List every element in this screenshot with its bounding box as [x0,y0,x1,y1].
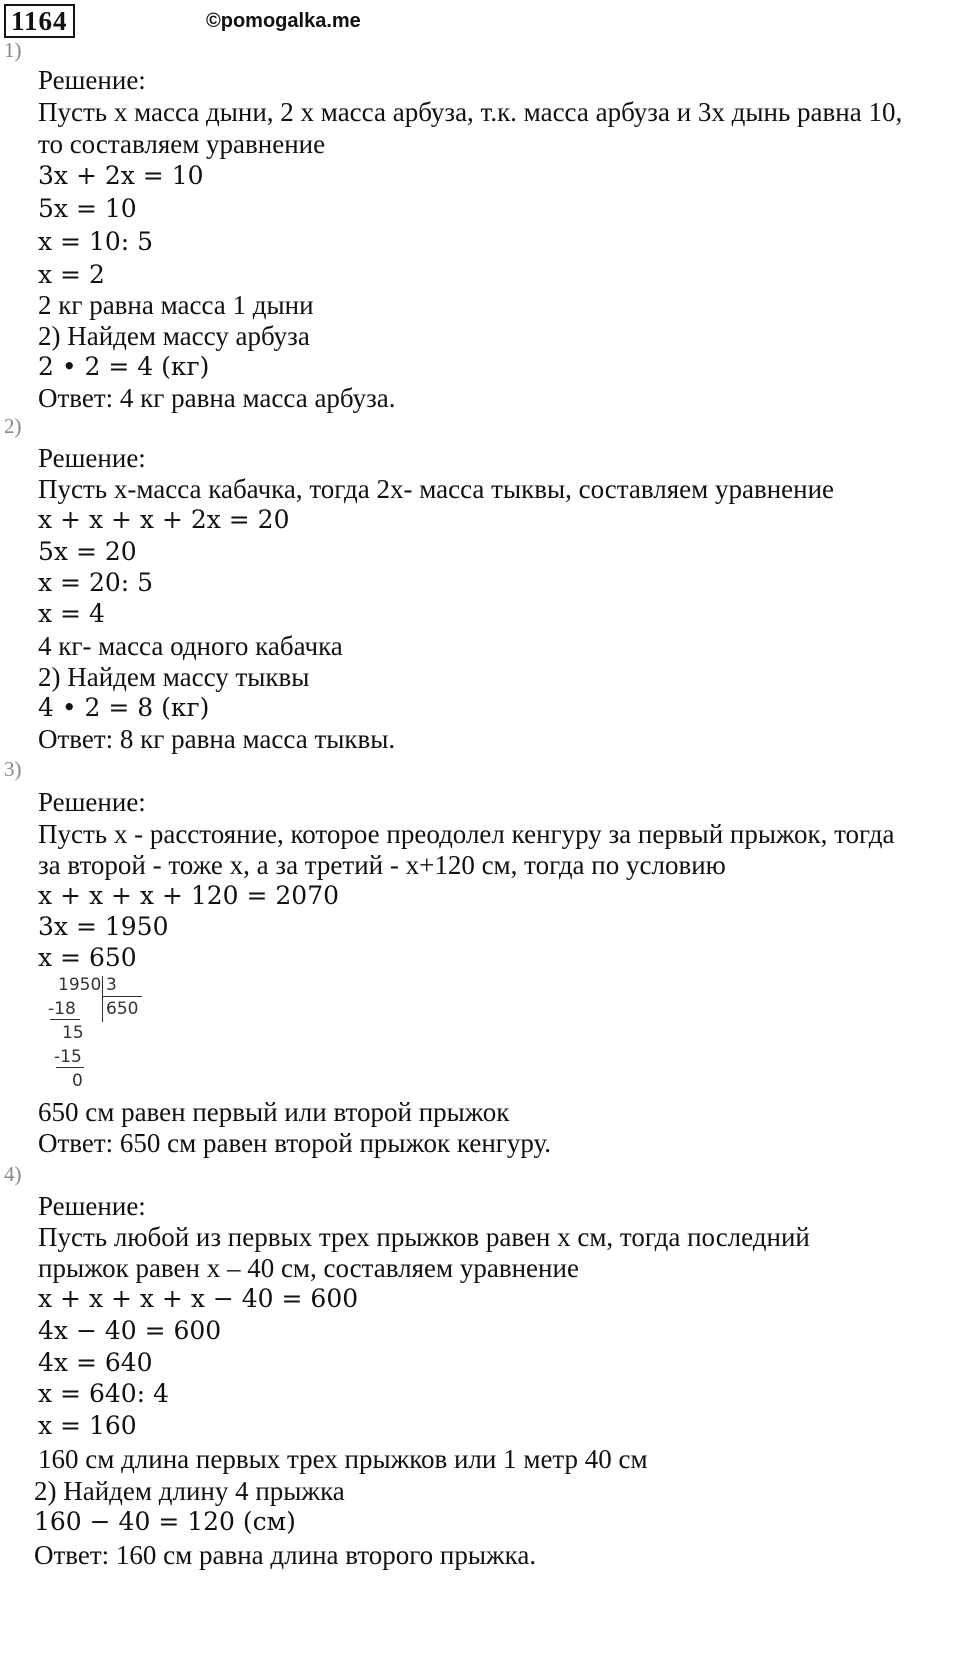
part-2-equation: x = 4 [38,599,105,628]
part-4-equation: x + x + x + x − 40 = 600 [38,1284,359,1313]
division-remainder: 0 [72,1071,83,1091]
part-1-equation: x = 2 [38,260,105,289]
division-dividend: 1950 [58,975,102,995]
division-quotient: 650 [106,999,139,1019]
part-2-equation: 4 • 2 = 8 (кг) [38,693,210,722]
part-4-line: прыжок равен х – 40 см, составляем уравнение [38,1253,579,1283]
division-remainder: 15 [62,1023,84,1043]
part-2-equation: x + x + x + 2x = 20 [38,505,290,534]
part-3-equation: x + x + x + 120 = 2070 [38,881,340,910]
part-2-line: Решение: [38,443,146,473]
part-2-answer: Ответ: 8 кг равна масса тыквы. [38,724,396,754]
part-4-number: 4) [4,1162,22,1186]
part-1-equation: 5x = 10 [38,194,137,223]
copyright-watermark: ©pomogalka.me [206,10,361,32]
part-2-line: 2) Найдем массу тыквы [38,662,310,692]
part-1-answer: Ответ: 4 кг равна масса арбуза. [38,383,396,413]
part-4-answer: Ответ: 160 см равна длина второго прыжка. [34,1540,537,1570]
part-4-equation: 4x − 40 = 600 [38,1316,222,1345]
part-3-line: за второй - тоже х, а за третий - х+120 см, тогда по условию [38,850,726,880]
part-4-line: 2) Найдем длину 4 прыжка [34,1476,345,1506]
division-vertical-bar [102,976,103,1022]
division-quotient-bar [102,996,142,997]
part-4-equation: 4x = 640 [38,1348,153,1377]
part-1-equation: 3x + 2x = 10 [38,161,204,190]
part-3-line: Пусть х - расстояние, которое преодолел кенгуру за первый прыжок, тогда [38,819,895,849]
part-4-equation: x = 640: 4 [38,1379,169,1408]
part-1-line: Пусть х масса дыни, 2 х масса арбуза, т.к. масса арбуза и 3х дынь равна 10, [38,97,903,127]
part-2-equation: 5x = 20 [38,537,137,566]
part-2-equation: x = 20: 5 [38,568,154,597]
part-1-line: 2) Найдем массу арбуза [38,321,310,351]
division-step: -15 [54,1047,82,1067]
part-3-equation: 3x = 1950 [38,912,169,941]
part-2-line: 4 кг- масса одного кабачка [38,631,343,661]
division-step-underline [50,1019,80,1020]
part-4-line: Решение: [38,1191,146,1221]
part-3-answer: Ответ: 650 см равен второй прыжок кенгуру. [38,1128,552,1158]
part-1-equation: 2 • 2 = 4 (кг) [38,352,210,381]
part-3-equation: x = 650 [38,943,137,972]
part-1-line: то составляем уравнение [38,129,326,159]
part-1-line: 2 кг равна масса 1 дыни [38,290,314,320]
division-divisor: 3 [106,975,117,995]
task-number-badge: 1164 [4,4,75,38]
part-3-line: Решение: [38,787,146,817]
part-3-number: 3) [4,757,22,781]
part-1-number: 1) [4,38,22,62]
part-1-equation: x = 10: 5 [38,227,154,256]
division-step-underline [56,1067,84,1068]
part-4-equation: 160 − 40 = 120 (см) [34,1507,296,1536]
part-4-line: Пусть любой из первых трех прыжков равен х см, тогда последний [38,1222,810,1252]
division-step: -18 [48,999,76,1019]
part-1-line: Решение: [38,65,146,95]
part-2-number: 2) [4,414,22,438]
part-4-line: 160 см длина первых трех прыжков или 1 метр 40 см [38,1444,648,1474]
part-4-equation: x = 160 [38,1411,137,1440]
part-2-line: Пусть х-масса кабачка, тогда 2х- масса тыквы, составляем уравнение [38,474,835,504]
part-3-line: 650 см равен первый или второй прыжок [38,1097,510,1127]
